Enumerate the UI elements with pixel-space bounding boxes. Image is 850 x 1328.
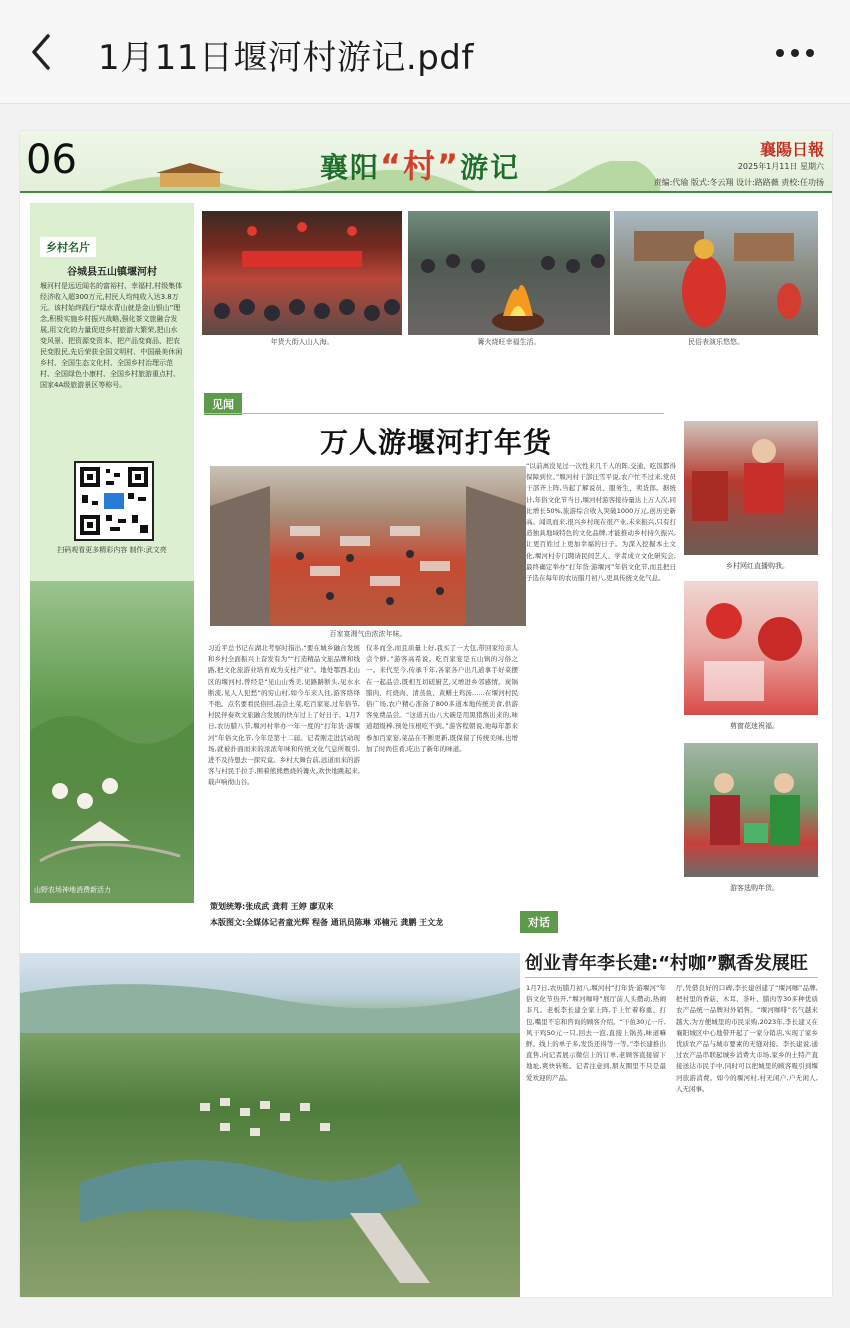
farm-photo bbox=[30, 581, 194, 903]
divider bbox=[525, 977, 818, 978]
interview-headline: 创业青年李长建:“村咖”飘香发展旺 bbox=[525, 953, 808, 974]
editor-credits: 责编:代瑜 版式:冬云翔 设计:路路薇 责校:任功扬 bbox=[653, 178, 824, 187]
planning-credits: 策划统筹:张成武 龚莉 王婷 廖双来 bbox=[210, 902, 334, 911]
photo-caption-market: 年货大街人山人海。 bbox=[270, 338, 334, 346]
photo-folk-performance bbox=[614, 211, 818, 335]
divider bbox=[204, 413, 664, 414]
back-button[interactable] bbox=[22, 30, 66, 74]
article-column-2: 仅多而全,而且质量上好,我买了一大包,带回家给亲人尝个鲜。”游客高希说。吃百家宴是五山镇的习俗之一。来代至今,传承千年,各家各户出几道拿手好菜摆在一起品尝,既相互切磋厨艺,又增进乡邻感情。炭锅腊肉、红烧肉、清蒸鱼、黄鳝土鸡汤……在堰河村民俗广场,农户精心准备了800多道本地传统美食,供游客免费品尝。“这道五山八大碗是用黑猪熬出来的,味道超级棒,预处压根吃不到。”游客程朝说,他每年都来参加百家宴,菜品在不断更新,既保留了传统美味,也增加了时尚佳肴,吃出了新年的味道。 bbox=[366, 644, 518, 753]
sidebar-body: 堰河村是远近闻名的富裕村、幸福村,村级集体经济收入超300万元,村民人均纯收入达3.8万元。该村始终践行“绿水青山就是金山银山”理念,积极实施乡村振兴战略,强化茶文旅融合发展,用文化的力量促进乡村旅游大繁荣,把山水变风景、把资源变资本、把产品变商品、把农民变股民,先后荣获全国文明村、中国最美休闲乡村、全国生态文化村、全国乡村治理示范村、全国绿色小康村、全国乡村旅游重点村、国家4A级旅游景区等称号。 bbox=[40, 282, 183, 389]
article-headline: 万人游堰河打年货 bbox=[320, 426, 553, 459]
farm-photo-caption: 山野农场神地消费新活力 bbox=[34, 886, 111, 894]
newspaper-name: 襄陽日報 bbox=[759, 140, 824, 159]
article-column-1: 习近平总书记在湖北考察时指出,“要在城乡融合发展和乡村全面振兴上奋发有为”“打造精品文旅品牌和线路,把文化旅游业培育成为支柱产业”。地处鄂西北山区的堰河村,曾经是“见山山秀美,见路路断头,见水水断流,见人人犯愁”的穷山村,如今车来人往,游客络绎不绝。点名要看民俗回,品尝土菜,吃百家宴,过年俗节,村民伴奏欢文旅融合发展的快车过上了好日子。1月7日,农历腊八节,堰河村举办一年一度的“打年货·游堰河”年俗文化节,今年是第十二届。记者刚走进活动现场,就被扑面而来的浓浓年味和传统文化气息所吸引,进不及待想去一探究竟。乡村大舞台前,远道而来的游客与村民手拉手,围着熊熊燃烧的篝火,欢快地跳起来,载声响彻山谷。 bbox=[208, 644, 360, 787]
pdf-page[interactable] bbox=[20, 131, 832, 1297]
chevron-left-icon bbox=[22, 30, 66, 74]
photo-caption-paper-cutting: 剪窗花迷祝福。 bbox=[730, 722, 779, 730]
qr-caption: 扫码观看更多精彩内容 制作:武文亮 bbox=[57, 546, 167, 554]
photo-bonfire bbox=[408, 211, 610, 335]
village-card-sidebar bbox=[30, 203, 194, 903]
photo-banquet bbox=[210, 466, 526, 626]
pdf-viewer[interactable] bbox=[0, 104, 850, 1328]
app-bar bbox=[0, 0, 850, 104]
article-column-3: “以前离没见过一次性来几千人的阵,交通、吃饭都得保障到位。”堰河村干部汪雪平说,农户忙不过来,党员干部齐上阵,当起了解说员、服务生、卖货郎。据统计,年俗文化节当日,堰河村游客接待量达上万人次,同比增长50%,旅游综合收入突破1000万元,创历史新高。闻讯而来,很兴乡村现在很产业,未来振兴,只有打造独具地域特色的文化品牌,才能推动乡村持久振兴,让更百姓过上更加幸福的日子。为深入挖掘本土文化,堰河村专门聘请民间艺人、学者成立文化研究会,最终确定举办“打年货·游堰河”年俗文化节,而且把日子选在每年的农历腊月初八,更具传统文化气息。 bbox=[526, 462, 676, 583]
issue-date: 2025年1月11日 星期六 bbox=[737, 162, 824, 171]
section-tag-observe: 见闻 bbox=[204, 393, 242, 415]
aerial-village-photo bbox=[20, 953, 520, 1297]
report-credits: 本版图文:全媒体记者童光辉 程备 通讯员陈琳 邓楠元 龚鹏 王文龙 bbox=[210, 918, 444, 927]
newspaper-masthead bbox=[20, 131, 832, 193]
interview-column-1: 1月7日,农历腊月初八,堰河村“打年货·游堰河”年俗文化节热开,“堰河咖啡”展厅前人头攒动,热闹非凡。老板李长建全家上阵,手上忙着称重、打包,嘴里不忘和咨询的顾客介绍。“干鱼30元一斤,风干鸡50元一只,回去一泡,直接上锅蒸,味道嘛鲜。线上的单子多,发货还得等一等。”李长建推出直售,向记者展示微信上的订单,老顾客直接留下地址,爽快转账。记者注意到,朋友圈里不只是最爱欢迎的产品。 bbox=[526, 984, 666, 1082]
sidebar-tag: 乡村名片 bbox=[40, 237, 96, 257]
photo-caption-bonfire: 篝火烧旺幸福生活。 bbox=[477, 338, 541, 346]
section-tag-dialogue: 对话 bbox=[520, 911, 558, 933]
section-title: 襄阳“村”游记 bbox=[320, 147, 521, 185]
page-number: 06 bbox=[26, 137, 77, 183]
qr-code bbox=[74, 461, 154, 541]
sidebar-heading: 谷城县五山镇堰河村 bbox=[67, 267, 157, 278]
photo-caption-banquet: 百家宴湘气由浓浓年味。 bbox=[329, 630, 407, 638]
photo-caption-performance: 民俗表演乐悠悠。 bbox=[688, 338, 744, 346]
photo-shopping bbox=[684, 743, 818, 877]
photo-caption-shopping: 游客选购年货。 bbox=[730, 884, 779, 892]
photo-caption-livestream: 乡村网红直播购我。 bbox=[726, 562, 789, 570]
photo-new-year-market bbox=[202, 211, 402, 335]
document-title: 1月11日堰河村游记.pdf bbox=[98, 38, 474, 78]
more-horizontal-icon bbox=[770, 38, 820, 68]
interview-column-2: 厅,凭借良好的口碑,李长建创建了“堰河咖”品牌,把村里的香菇、木耳、茶叶、腊肉等30多种优质农产品统一品牌对外销售。“堰河咖啡”名气越来越大,为方便城里的市民采购,2023年,李长建又在襄阳城区中心地带开起了一家分销店,实现了家乡优质农产品与城市要素的无缝对接。李长建说,通过农产品串联起城乡消费大市场,家乡的土特产直接送达市民手中,同时可以把城里的顾客吸引到堰河旅游消费。如今的堰河村,村无闲户,户无闲人,人无闲事。 bbox=[676, 984, 818, 1093]
more-options-button[interactable] bbox=[770, 38, 820, 68]
photo-paper-cutting bbox=[684, 581, 818, 715]
photo-livestream bbox=[684, 421, 818, 555]
